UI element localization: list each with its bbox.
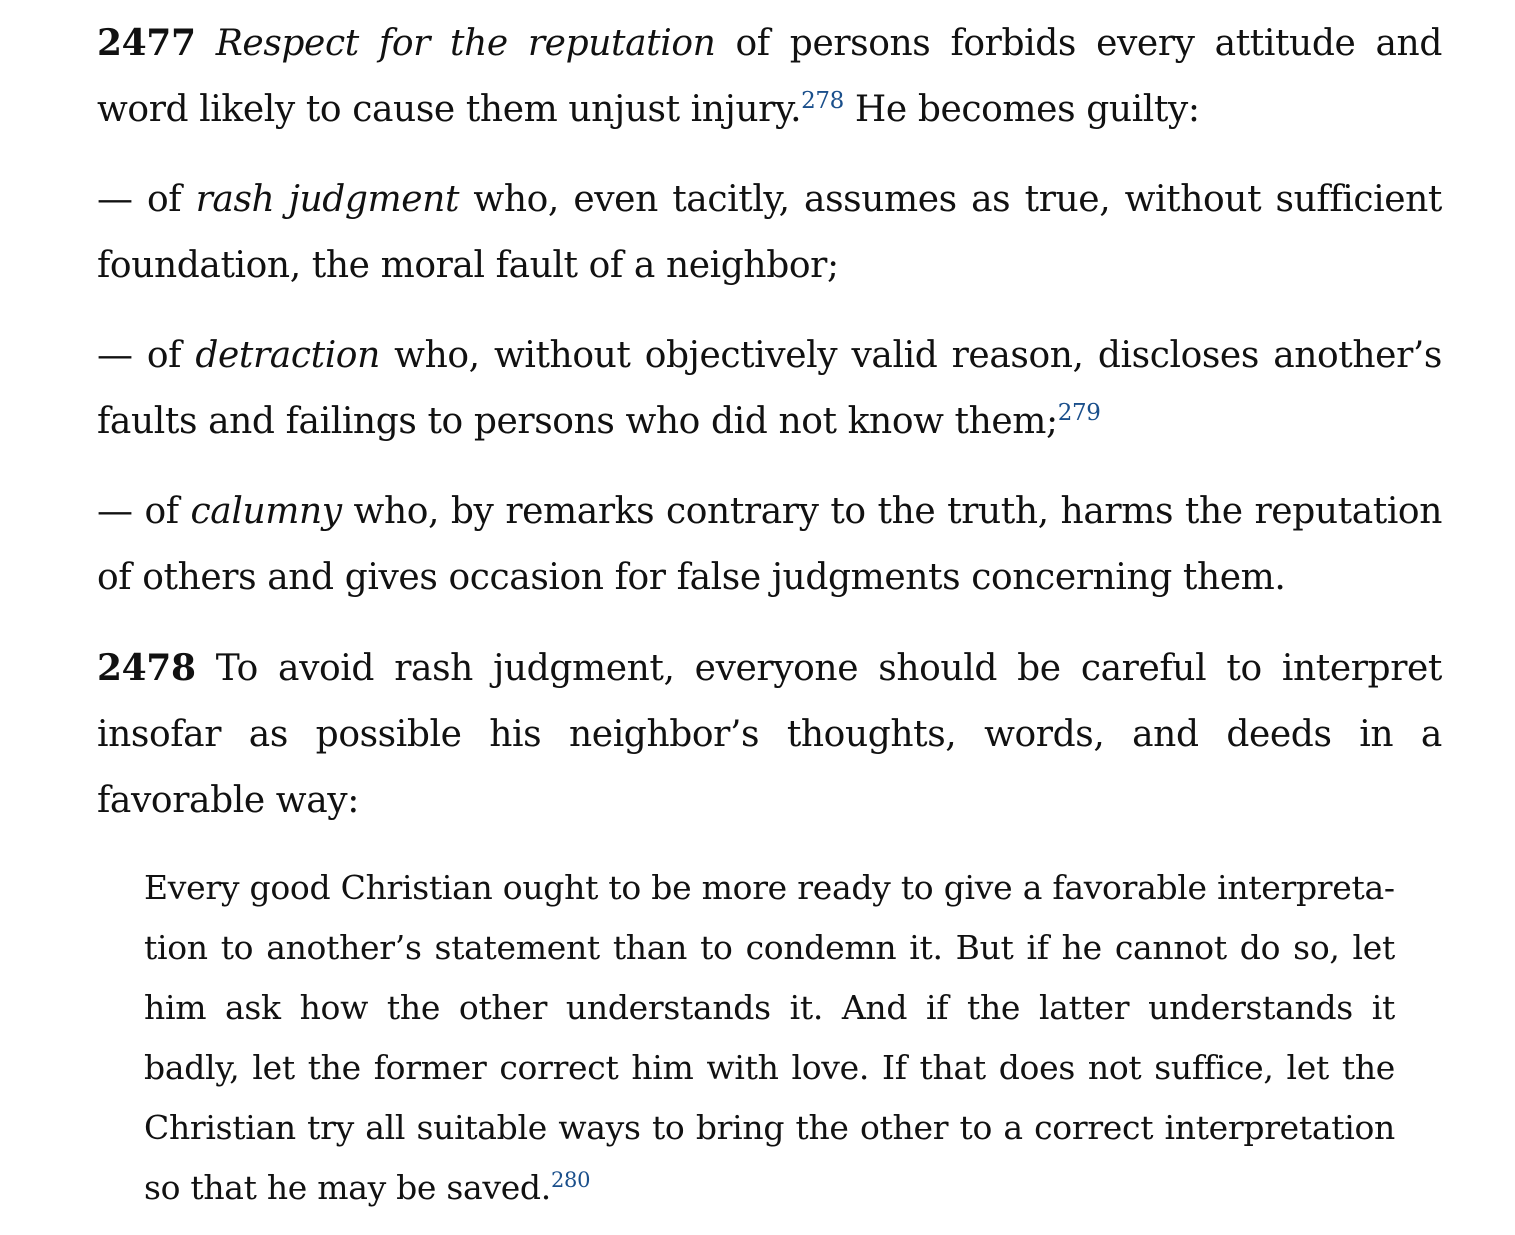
emphasis-term: rash judgment bbox=[195, 179, 460, 220]
footnote-link-280[interactable]: 280 bbox=[550, 1168, 591, 1192]
list-item-calumny bbox=[97, 479, 1442, 611]
item-text: who, by remarks contrary to the truth, harms the reputation of others and gives occasion for false judgments concerning them. bbox=[97, 491, 1442, 598]
item-text: who, even tacitly, assumes as true, without sufficient foundation, the moral fault of a neighbor; bbox=[97, 179, 1442, 286]
footnote-link-278[interactable]: 278 bbox=[801, 88, 844, 114]
footnote-link-279[interactable]: 279 bbox=[1057, 400, 1101, 426]
quote-text: Every good Christian ought to be more ready to give a favorable interpretation to another’s statement than to condemn it. But if he cannot do so, let him ask how the other understands it. And if the latter understands it badly, let the former correct him with love. If that does not suffice, let the Christian try all suitable ways to bring the other to a correct interpretation so that he may be saved. bbox=[144, 868, 1395, 1207]
emphasis-term: calumny bbox=[190, 491, 342, 532]
catechism-page bbox=[97, 10, 1442, 1218]
paragraph-text: He becomes guilty: bbox=[843, 89, 1200, 130]
emphasis-term: Respect for the reputation bbox=[215, 23, 716, 64]
paragraph-2478 bbox=[97, 635, 1442, 834]
paragraph-text: of persons forbids every attitude and word likely to cause them unjust injury. bbox=[97, 23, 1442, 130]
paragraph-2477 bbox=[97, 10, 1442, 143]
list-item-rash-judgment bbox=[97, 167, 1442, 299]
paragraph-text: To avoid rash judgment, everyone should be careful to interpret insofar as possible his neighbor’s thoughts, words, and deeds in a favorable way: bbox=[97, 648, 1442, 821]
item-text: who, without objectively valid reason, discloses another’s faults and failings to persons who did not know them; bbox=[97, 335, 1442, 442]
paragraph-number: 2478 bbox=[97, 647, 196, 689]
emphasis-term: detraction bbox=[195, 335, 380, 376]
block-quote bbox=[144, 858, 1395, 1218]
item-lead: — of bbox=[97, 179, 196, 220]
item-lead: — of bbox=[97, 491, 191, 532]
item-lead: — of bbox=[97, 335, 196, 376]
paragraph-number: 2477 bbox=[97, 22, 196, 64]
list-item-detraction bbox=[97, 323, 1442, 455]
